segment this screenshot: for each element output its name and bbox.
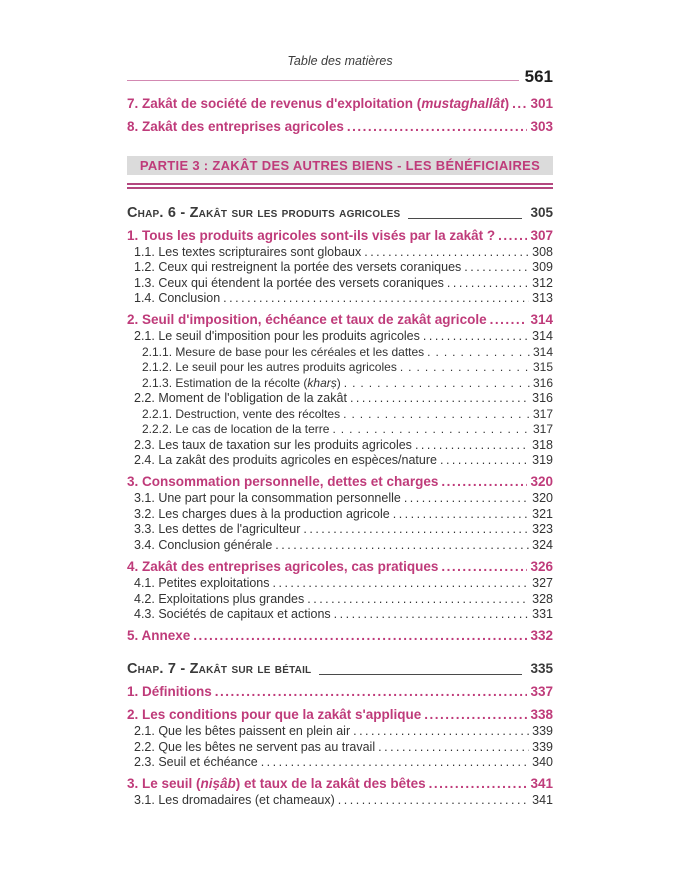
toc-entry-text: 2.1. Le seuil d'imposition pour les produits agricoles <box>134 329 420 344</box>
toc-entry-page-number: 338 <box>530 706 553 722</box>
toc-entry-page-number: 313 <box>532 291 553 306</box>
toc-entry-label <box>142 407 340 422</box>
toc-entry-text: 2.1.3. Estimation de la récolte ( <box>142 375 308 390</box>
toc-entry-page-number: 332 <box>530 628 553 644</box>
toc-entry-page-number: 339 <box>532 723 553 738</box>
toc-entry-label <box>134 592 304 608</box>
part-banner-double-rule <box>127 183 553 189</box>
toc-entry-label <box>134 576 270 592</box>
toc-entry-text: 1.4. Conclusion <box>134 291 221 306</box>
toc-entry <box>127 260 553 276</box>
toc-entry <box>127 507 553 523</box>
toc-entry-term-italic: mustaghallât <box>421 96 505 111</box>
toc-entry <box>127 473 553 491</box>
dot-leader <box>424 706 527 724</box>
toc-entry-label <box>134 391 347 407</box>
previous-part-entries <box>127 95 553 136</box>
toc-entry-text: 4. Zakât des entreprises agricoles, cas pratiques <box>127 559 439 575</box>
chapter-page-number: 335 <box>530 661 553 677</box>
toc-entry-text: 1.2. Ceux qui restreignent la portée des versets coraniques <box>134 260 462 275</box>
toc-entry-page-number: 308 <box>532 244 553 259</box>
toc-entry <box>127 291 553 307</box>
toc-entry-term-italic: kharṣ <box>307 375 337 390</box>
toc-entry <box>127 724 553 740</box>
toc-entry-page-number: 301 <box>530 96 553 111</box>
toc-entry <box>127 538 553 554</box>
toc-entry-page-number: 320 <box>530 474 553 490</box>
toc-entry-text: ) <box>504 96 510 111</box>
toc-entry <box>127 683 553 701</box>
toc-entry-text: 2.1. Que les bêtes paissent en plein air <box>134 723 351 738</box>
toc-entry-label <box>142 376 341 391</box>
toc-entry-page-number: 309 <box>532 260 553 275</box>
dot-leader <box>447 276 529 292</box>
toc-entry-label <box>134 438 412 454</box>
toc-entry-text: 2.2. Moment de l'obligation de la zakât <box>134 391 347 406</box>
dot-leader <box>334 607 529 623</box>
toc-entry-page-number: 337 <box>530 684 553 700</box>
toc-entry-page-number: 323 <box>532 522 553 537</box>
toc-entry-label <box>127 473 438 491</box>
toc-entry <box>127 118 553 136</box>
toc-entry <box>127 311 553 329</box>
toc-entry-text: 2. Les conditions pour que la zakât s'applique <box>127 706 422 722</box>
toc-entry <box>127 740 553 756</box>
toc-entry-page-number: 314 <box>532 329 553 344</box>
running-head-title: Table des matières <box>287 54 393 68</box>
dot-leader <box>307 592 529 608</box>
toc-entry-text: 2. Seuil d'imposition, échéance et taux de zakât agricole <box>127 312 487 328</box>
toc-entry-text: 2.2.1. Destruction, vente des récoltes <box>142 406 341 421</box>
toc-entry-text: 2.3. Seuil et échéance <box>134 755 258 770</box>
dot-leader <box>350 391 529 407</box>
toc-entry <box>127 391 553 407</box>
toc-entry-page-number: 307 <box>530 227 553 243</box>
dot-leader <box>429 775 528 793</box>
toc-entry-page-number: 314 <box>532 344 553 359</box>
toc-entry-page-number: 319 <box>532 453 553 468</box>
toc-entry <box>127 793 553 809</box>
toc-entry-text: 3. Le seuil ( <box>127 776 201 792</box>
dot-leader <box>338 793 529 809</box>
header-rule <box>127 80 519 81</box>
toc-entry-label <box>134 260 461 276</box>
toc-entry-text: 4.3. Sociétés de capitaux et actions <box>134 607 331 622</box>
toc-entry-label <box>134 724 350 740</box>
toc-entry-label <box>127 775 426 793</box>
toc-entry <box>127 245 553 261</box>
dot-leader <box>303 522 529 538</box>
toc-entry-text: 4.1. Petites exploitations <box>134 576 270 591</box>
toc-entry <box>127 592 553 608</box>
toc-entry-text: 1. Tous les produits agricoles sont-ils visés par la zakât ? <box>127 227 496 243</box>
toc-entry-term-italic: niṣâb <box>200 776 236 792</box>
toc-entry-page-number: 315 <box>532 360 553 375</box>
toc-entry-page-number: 314 <box>530 312 553 328</box>
chapter-title: Chap. 7 - Zakât sur le bétail <box>127 661 312 678</box>
toc-entry-label <box>127 706 421 724</box>
toc-entry-page-number: 339 <box>532 739 553 754</box>
toc-entry-text: 1.1. Les textes scripturaires sont globaux <box>134 244 362 259</box>
toc-entry <box>127 627 553 645</box>
toc-entry-text: 1.3. Ceux qui étendent la portée des versets coraniques <box>134 275 444 290</box>
toc-entry-page-number: 303 <box>530 118 553 134</box>
toc-entry-label <box>127 627 190 645</box>
toc-entry-page-number: 324 <box>532 538 553 553</box>
toc-entry-label <box>134 453 437 469</box>
toc-entry <box>127 706 553 724</box>
toc-entry-label <box>127 95 509 113</box>
toc-entry-label <box>134 245 361 261</box>
toc-entry-text: 3.1. Une part pour la consommation personnelle <box>134 491 401 506</box>
dot-leader <box>275 538 529 554</box>
toc-entry-text: 8. Zakât des entreprises agricoles <box>127 118 344 134</box>
dot-leader <box>423 329 529 345</box>
dot-leader <box>215 683 528 701</box>
dot-leader <box>378 740 529 756</box>
dot-leader <box>344 376 530 391</box>
toc-entry-page-number: 317 <box>532 406 553 421</box>
toc-entry-label <box>134 507 390 523</box>
dot-leader <box>193 627 527 645</box>
toc-entry-label <box>134 329 420 345</box>
chapter-heading <box>127 660 553 678</box>
dot-leader <box>332 422 530 437</box>
toc-entry-label <box>142 345 424 360</box>
dot-leader <box>415 438 529 454</box>
toc-entry-page-number: 340 <box>532 755 553 770</box>
toc-entry-text: 2.1.1. Mesure de base pour les céréales et les dattes <box>142 344 425 359</box>
dot-leader <box>400 360 530 375</box>
toc-entry-label <box>134 522 300 538</box>
dot-leader <box>498 227 527 245</box>
toc-entry-label <box>134 291 220 307</box>
toc-entry-label <box>134 491 401 507</box>
toc-entry-label <box>134 740 375 756</box>
toc-entry-page-number: 312 <box>532 275 553 290</box>
toc-entry-page-number: 320 <box>532 491 553 506</box>
part-banner: PARTIE 3 : ZAKÂT DES AUTRES BIENS - LES BÉNÉFICIAIRES <box>127 156 553 175</box>
toc-entry-label <box>134 793 335 809</box>
toc-entry-page-number: 341 <box>532 793 553 808</box>
toc-entry <box>127 376 553 391</box>
chapter-heading <box>127 204 553 222</box>
dot-leader <box>440 453 529 469</box>
dot-leader <box>393 507 529 523</box>
toc-entry-text: 3. Consommation personnelle, dettes et charges <box>127 474 439 490</box>
toc-entry-page-number: 317 <box>532 422 553 437</box>
toc-entry <box>127 360 553 375</box>
toc-entry-page-number: 328 <box>532 591 553 606</box>
dot-leader <box>364 245 529 261</box>
folio-page-number: 561 <box>524 67 553 86</box>
chapter-leader-line <box>408 218 522 219</box>
dot-leader <box>343 407 530 422</box>
toc-entry-label <box>134 538 272 554</box>
dot-leader <box>273 576 530 592</box>
toc-entry-text: 7. Zakât de société de revenus d'exploitation ( <box>127 96 422 111</box>
toc-entry-page-number: 316 <box>532 375 553 390</box>
dot-leader <box>347 118 528 136</box>
dot-leader <box>441 558 527 576</box>
dot-leader <box>427 345 530 360</box>
toc-entry <box>127 276 553 292</box>
toc-entry-text: 2.4. La zakât des produits agricoles en espèces/nature <box>134 453 437 468</box>
chapter-page-number: 305 <box>530 204 553 220</box>
chapter-leader-line <box>319 674 522 675</box>
toc-entry-text: 3.1. Les dromadaires (et chameaux) <box>134 793 335 808</box>
dot-leader <box>441 473 527 491</box>
toc-entry-page-number: 331 <box>532 607 553 622</box>
toc-entry-label <box>127 118 344 136</box>
dot-leader <box>261 755 529 771</box>
dot-leader <box>490 311 528 329</box>
dot-leader <box>512 95 527 113</box>
dot-leader <box>404 491 529 507</box>
toc-entry-text: 3.3. Les dettes de l'agriculteur <box>134 522 301 537</box>
toc-entry <box>127 422 553 437</box>
toc-entry-text: ) <box>336 375 341 390</box>
toc-entry-label <box>127 683 212 701</box>
toc-entry <box>127 607 553 623</box>
toc-entry <box>127 438 553 454</box>
toc-entry-text: 3.2. Les charges dues à la production agricole <box>134 506 390 521</box>
toc-entry <box>127 329 553 345</box>
dot-leader <box>353 724 529 740</box>
toc-entry-text: 4.2. Exploitations plus grandes <box>134 591 305 606</box>
toc-entry <box>127 95 553 113</box>
toc-entry-label <box>142 422 329 437</box>
toc-entry-label <box>127 227 495 245</box>
toc-entry-label <box>134 607 331 623</box>
toc-entry <box>127 345 553 360</box>
toc-entry-label <box>142 360 397 375</box>
toc-entry-page-number: 327 <box>532 576 553 591</box>
toc-entry-label <box>127 311 487 329</box>
chapter-title: Chap. 6 - Zakât sur les produits agricoles <box>127 204 401 221</box>
header-rule-row <box>127 68 553 86</box>
toc-entry-text: 1. Définitions <box>127 684 212 700</box>
dot-leader <box>223 291 529 307</box>
dot-leader <box>464 260 529 276</box>
toc-entry-text: 2.2. Que les bêtes ne servent pas au travail <box>134 739 376 754</box>
toc-entry-label <box>134 755 258 771</box>
toc-entry <box>127 576 553 592</box>
toc-entry-label <box>134 276 444 292</box>
toc-entry-text: 2.2.2. Le cas de location de la terre <box>142 422 330 437</box>
toc-entry-page-number: 326 <box>530 559 553 575</box>
toc-entry-page-number: 316 <box>532 391 553 406</box>
toc-entry <box>127 558 553 576</box>
toc-entry-page-number: 318 <box>532 437 553 452</box>
toc-entry <box>127 522 553 538</box>
toc-entry <box>127 453 553 469</box>
toc-entry <box>127 407 553 422</box>
toc-entry-text: 2.1.2. Le seuil pour les autres produits agricoles <box>142 360 397 375</box>
toc-entry-text: 3.4. Conclusion générale <box>134 538 273 553</box>
chapters-toc <box>127 204 553 809</box>
toc-entry <box>127 755 553 771</box>
toc-entry <box>127 227 553 245</box>
toc-entry <box>127 491 553 507</box>
toc-entry <box>127 775 553 793</box>
toc-entry-page-number: 321 <box>532 506 553 521</box>
toc-entry-text: 5. Annexe <box>127 628 191 644</box>
toc-entry-text: 2.3. Les taux de taxation sur les produits agricoles <box>134 437 412 452</box>
toc-entry-text: ) et taux de la zakât des bêtes <box>235 776 426 792</box>
toc-entry-page-number: 341 <box>530 776 553 792</box>
toc-entry-label <box>127 558 438 576</box>
